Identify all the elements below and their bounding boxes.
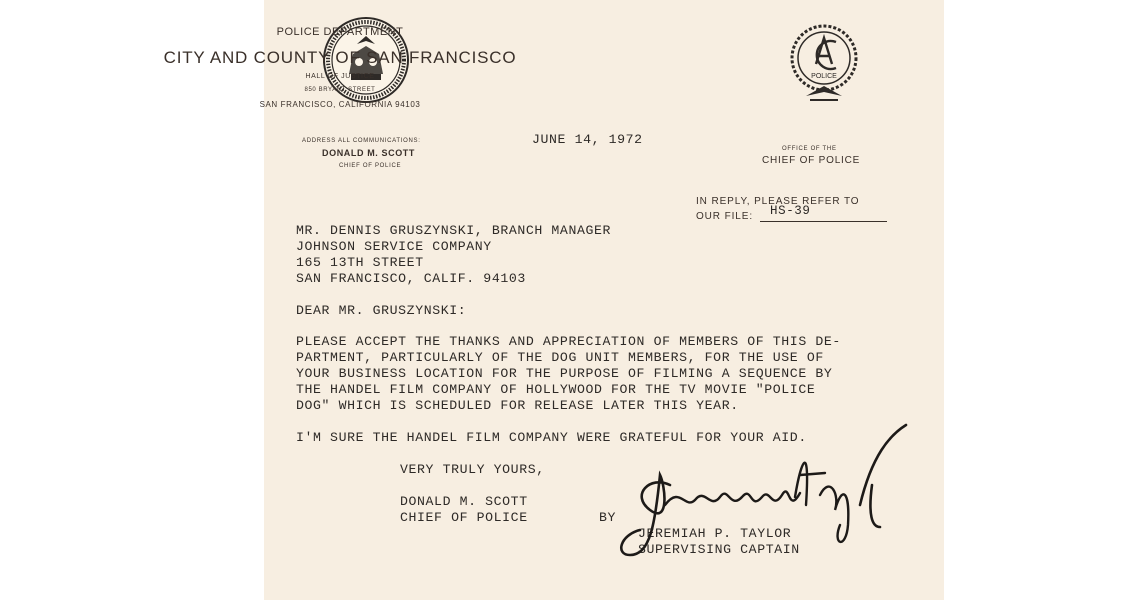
- handwritten-signature: [610, 415, 920, 565]
- police-badge-icon: [784, 16, 864, 106]
- city-heading: CITY AND COUNTY OF SAN FRANCISCO: [163, 48, 517, 67]
- closing-paragraph: I'M SURE THE HANDEL FILM COMPANY WERE GRATEFUL FOR YOUR AID.: [296, 430, 807, 445]
- office-title: CHIEF OF POLICE: [762, 155, 861, 166]
- captain-name: JEREMIAH P. TAYLOR: [638, 526, 792, 541]
- by-label: BY: [599, 510, 617, 525]
- chief-title: CHIEF OF POLICE: [339, 163, 402, 169]
- closing: VERY TRULY YOURS,: [400, 462, 545, 477]
- recipient-line: 165 13TH STREET: [296, 255, 424, 270]
- chief-name: DONALD M. SCOTT: [322, 148, 415, 158]
- recipient-line: SAN FRANCISCO, CALIF. 94103: [296, 271, 526, 286]
- office-label: OFFICE OF THE: [782, 146, 837, 152]
- body-line: DOG" WHICH IS SCHEDULED FOR RELEASE LATER THIS YEAR.: [296, 398, 739, 413]
- signer-title: CHIEF OF POLICE: [400, 510, 528, 525]
- reply-line-1: IN REPLY, PLEASE REFER TO: [696, 196, 860, 207]
- body-line: PLEASE ACCEPT THE THANKS AND APPRECIATION OF MEMBERS OF THIS DE-: [296, 334, 841, 349]
- recipient-line: JOHNSON SERVICE COMPANY: [296, 239, 492, 254]
- body-line: YOUR BUSINESS LOCATION FOR THE PURPOSE OF FILMING A SEQUENCE BY: [296, 366, 833, 381]
- reply-line-2: OUR FILE:: [696, 211, 753, 222]
- address-label: ADDRESS ALL COMMUNICATIONS:: [302, 138, 421, 144]
- file-number: HS-39: [770, 204, 811, 218]
- department-heading: POLICE DEPARTMENT: [276, 26, 404, 38]
- file-underline: [760, 221, 887, 222]
- hall-heading: HALL OF JUSTICE: [305, 73, 375, 80]
- letter-date: JUNE 14, 1972: [532, 132, 643, 147]
- svg-text:POLICE: POLICE: [811, 73, 837, 80]
- street-heading: 850 BRYANT STREET: [304, 87, 376, 93]
- city-zip-heading: SAN FRANCISCO, CALIFORNIA 94103: [259, 100, 421, 109]
- recipient-line: MR. DENNIS GRUSZYNSKI, BRANCH MANAGER: [296, 223, 612, 238]
- body-line: PARTMENT, PARTICULARLY OF THE DOG UNIT MEMBERS, FOR THE USE OF: [296, 350, 824, 365]
- captain-title: SUPERVISING CAPTAIN: [638, 542, 800, 557]
- signer-name: DONALD M. SCOTT: [400, 494, 528, 509]
- salutation: DEAR MR. GRUSZYNSKI:: [296, 303, 467, 318]
- body-line: THE HANDEL FILM COMPANY OF HOLLYWOOD FOR THE TV MOVIE "POLICE: [296, 382, 816, 397]
